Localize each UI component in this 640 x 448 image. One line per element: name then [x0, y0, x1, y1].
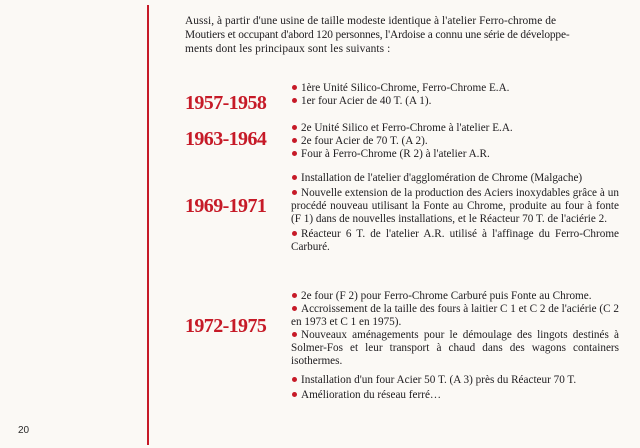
- list-item: [291, 95, 619, 108]
- list-item: [291, 172, 619, 185]
- red-dot-bullet-icon: [292, 231, 297, 236]
- item-text: Réacteur 6 T. de l'atelier A.R. utilisé à l'affinage du Ferro-Chrome Carburé.: [291, 228, 619, 254]
- red-dot-bullet-icon: [292, 138, 297, 143]
- list-item: [291, 148, 619, 161]
- period-items-1963-1964: [291, 122, 619, 161]
- red-dot-bullet-icon: [292, 151, 297, 156]
- item-text: Four à Ferro-Chrome (R 2) à l'atelier A.R.: [301, 148, 490, 161]
- red-dot-bullet-icon: [292, 175, 297, 180]
- list-item: [291, 228, 619, 254]
- list-item: [291, 135, 619, 148]
- item-text: Installation de l'atelier d'agglomération de Chrome (Malgache): [301, 172, 583, 184]
- item-text: 1er four Acier de 40 T. (A 1).: [301, 95, 432, 108]
- item-text: Accroissement de la taille des fours à laitier C 1 et C 2 de l'aciérie (C 2 en 1973 et C 1 en 1975).: [291, 303, 619, 329]
- item-text: Nouvelle extension de la production des Aciers inoxydables grâce à un procédé nouveau utilisant la Fonte au Chrome, produite au four à fonte (F 1) dans de nouvelles installations, et le Réacteur 70 T. de l'aciérie 2.: [291, 187, 619, 226]
- list-item: [291, 329, 619, 368]
- list-item: [291, 389, 619, 402]
- period-years-1969-1971: 1969-1971: [185, 195, 267, 217]
- intro-line: Moutiers et occupant d'abord 120 personnes, l'Ardoise a connu une série de développe-: [185, 29, 570, 42]
- period-years-1963-1964: 1963-1964: [185, 128, 267, 150]
- red-dot-bullet-icon: [292, 85, 297, 90]
- list-item: [291, 303, 619, 329]
- period-items-1957-1958: [291, 82, 619, 108]
- item-text: 2e four (F 2) pour Ferro-Chrome Carburé puis Fonte au Chrome.: [301, 290, 592, 302]
- list-item: [291, 122, 619, 135]
- red-dot-bullet-icon: [292, 306, 297, 311]
- red-dot-bullet-icon: [292, 332, 297, 337]
- period-years-1957-1958: 1957-1958: [185, 92, 267, 114]
- item-text: Nouveaux aménagements pour le démoulage des lingots destinés à Solmer-Fos et leur transport à chaud dans des wagons containers isothermes.: [291, 329, 619, 368]
- item-text: 1ère Unité Silico-Chrome, Ferro-Chrome E.A.: [301, 82, 510, 94]
- period-items-1972-1975: [291, 290, 619, 402]
- item-text: 2e four Acier de 70 T. (A 2).: [301, 135, 428, 148]
- list-item: [291, 290, 619, 303]
- period-items-1969-1971: [291, 172, 619, 255]
- intro-line: Aussi, à partir d'une usine de taille modeste identique à l'atelier Ferro-chrome de: [185, 15, 557, 27]
- red-dot-bullet-icon: [292, 377, 297, 382]
- item-text: Installation d'un four Acier 50 T. (A 3) près du Réacteur 70 T.: [301, 373, 577, 386]
- item-text: Amélioration du réseau ferré…: [301, 388, 442, 401]
- list-item: [291, 187, 619, 226]
- intro-line: ments dont les principaux sont les suivants :: [185, 43, 391, 56]
- period-years-1972-1975: 1972-1975: [185, 315, 267, 337]
- red-dot-bullet-icon: [292, 125, 297, 130]
- red-dot-bullet-icon: [292, 190, 297, 195]
- list-item: [291, 374, 619, 387]
- red-dot-bullet-icon: [292, 392, 297, 397]
- red-dot-bullet-icon: [292, 98, 297, 103]
- page-number: 20: [18, 425, 30, 436]
- margin-rule: [147, 5, 149, 445]
- item-text: 2e Unité Silico et Ferro-Chrome à l'atelier E.A.: [301, 122, 513, 134]
- red-dot-bullet-icon: [292, 293, 297, 298]
- intro-paragraph: [185, 14, 617, 57]
- list-item: [291, 82, 619, 95]
